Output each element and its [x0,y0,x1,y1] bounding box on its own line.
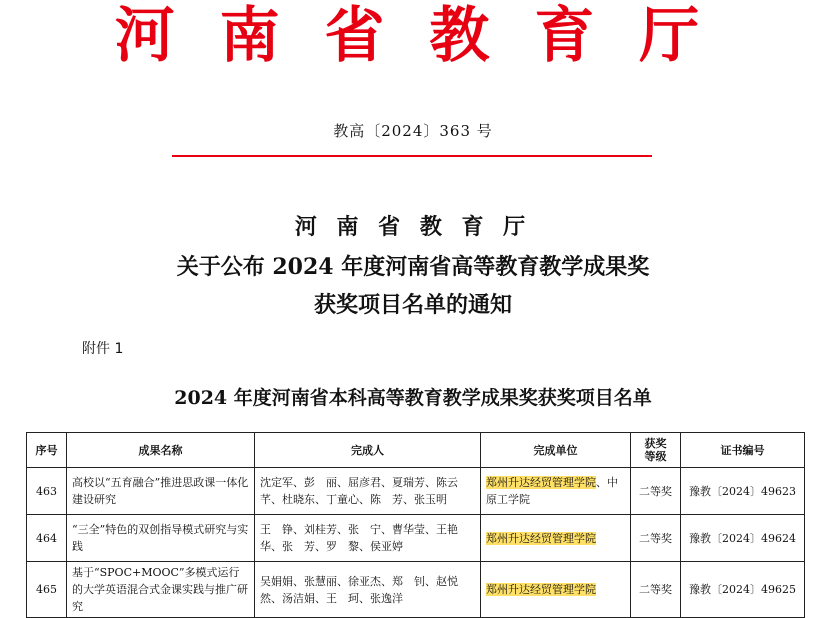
award-table [26,432,805,618]
document-number: 教高〔2024〕363 号 [333,122,493,140]
row-name: 高校以“五育融合”推进思政课一体化建设研究 [67,468,255,515]
red-divider [172,155,652,157]
table-row [27,468,805,515]
row-no: 463 [27,468,67,515]
table-header-row [27,433,805,468]
header-name: 成果名称 [67,433,255,468]
header-people: 完成人 [255,433,481,468]
row-unit-highlight: 郑州升达经贸管理学院 [486,531,596,545]
row-people: 王 铮、刘桂芳、张 宁、曹华莹、王艳华、张 芳、罗 黎、侯亚婷 [255,515,481,562]
table-row [27,562,805,618]
header-unit: 完成单位 [481,433,631,468]
row-no: 464 [27,515,67,562]
notice-title-line1: 关于公布 2024 年度河南省高等教育教学成果奖 [176,254,650,280]
row-name: 基于“SPOC+MOOC”多模式运行的大学英语混合式金课实践与推广研究 [67,562,255,618]
row-grade: 二等奖 [631,562,681,618]
list-title: 2024 年度河南省本科高等教育教学成果奖获奖项目名单 [174,387,652,409]
row-unit [481,468,631,515]
row-cert: 豫教〔2024〕49625 [681,562,805,618]
header-no: 序号 [27,433,67,468]
row-people: 吴娟娟、张慧丽、徐亚杰、郑 钊、赵悦然、汤洁娟、王 珂、张逸洋 [255,562,481,618]
notice-issuer: 河 南 省 教 育 厅 [294,214,532,240]
row-people: 沈定军、彭 丽、屈彦君、夏瑞芳、陈云芊、杜晓东、丁童心、陈 芳、张玉明 [255,468,481,515]
row-grade: 二等奖 [631,468,681,515]
header-grade [631,433,681,468]
row-cert: 豫教〔2024〕49624 [681,515,805,562]
row-unit-rest: 、中原工学院 [486,476,618,506]
notice-title-line2: 获奖项目名单的通知 [313,292,512,318]
table-row [27,515,805,562]
attachment-label: 附件 1 [82,341,124,357]
row-no: 465 [27,562,67,618]
row-unit-highlight: 郑州升达经贸管理学院 [486,476,596,489]
agency-masthead: 河 南 省 教 育 厅 [114,1,712,71]
row-unit-highlight: 郑州升达经贸管理学院 [486,583,596,596]
row-grade: 二等奖 [631,515,681,562]
row-unit [481,562,631,618]
row-unit [481,515,631,562]
row-name: “三全”特色的双创指导模式研究与实践 [67,515,255,562]
row-cert: 豫教〔2024〕49623 [681,468,805,515]
header-grade-line2: 等级 [644,450,667,463]
header-cert: 证书编号 [681,433,805,468]
header-grade-line1: 获奖 [644,437,667,450]
